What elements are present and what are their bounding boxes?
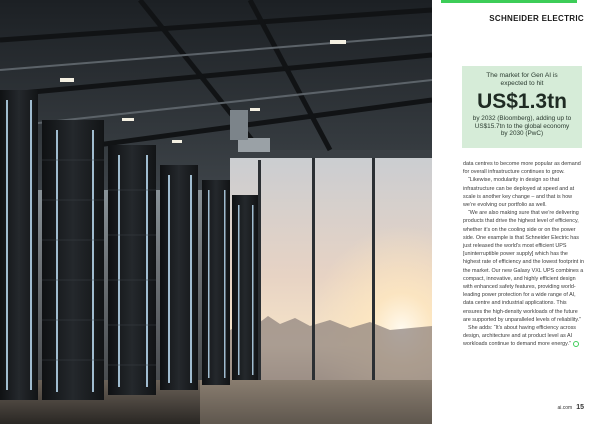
end-of-article-icon bbox=[573, 341, 579, 347]
header-accent-rule bbox=[441, 0, 577, 3]
page-footer bbox=[520, 404, 584, 411]
callout-intro: The market for Gen AI is expected to hit bbox=[486, 72, 558, 87]
stat-callout bbox=[462, 66, 582, 148]
brand-title: SCHNEIDER ELECTRIC bbox=[489, 14, 584, 23]
footer-site: ai.com bbox=[557, 405, 573, 411]
article-paragraph: “Likewise, modularity in design so that infrastructure can be deployed at speed and at scale is another key change – and that is how we’re evolving our portfolio as well. bbox=[463, 177, 575, 209]
article-body bbox=[463, 160, 585, 349]
article-paragraph: She adds: “It’s about having efficiency across design, architecture and at product level as AI workloads continue to demand more energy.” bbox=[463, 325, 576, 348]
article-paragraph: “We are also making sure that we’re delivering products that drive the highest level of efficiency, whether it’s on the cooling side or on the power side. One example is that Schneider Electric has just released the world’s most efficient UPS [uninterruptible power supply] which has the highest rate of efficiency and the lowest footprint in the market. Our new Galaxy VXL UPS combines a compact, innovative, and highly efficient design with enhanced safety features, providing world-leading power protection for a wide range of AI, data centre and industrial applications. This ensures the high-density workloads of the future are supported by unparalleled levels of reliability.” bbox=[463, 210, 584, 323]
page-number: 15 bbox=[576, 404, 584, 411]
callout-figure: US$1.3tn bbox=[477, 90, 567, 113]
callout-source: by 2032 (Bloomberg), adding up to US$15.7tn to the global economy by 2030 (PwC) bbox=[472, 115, 572, 138]
article-paragraph: data centres to become more popular as demand for overall infrastructure continues to grow. bbox=[463, 161, 581, 176]
